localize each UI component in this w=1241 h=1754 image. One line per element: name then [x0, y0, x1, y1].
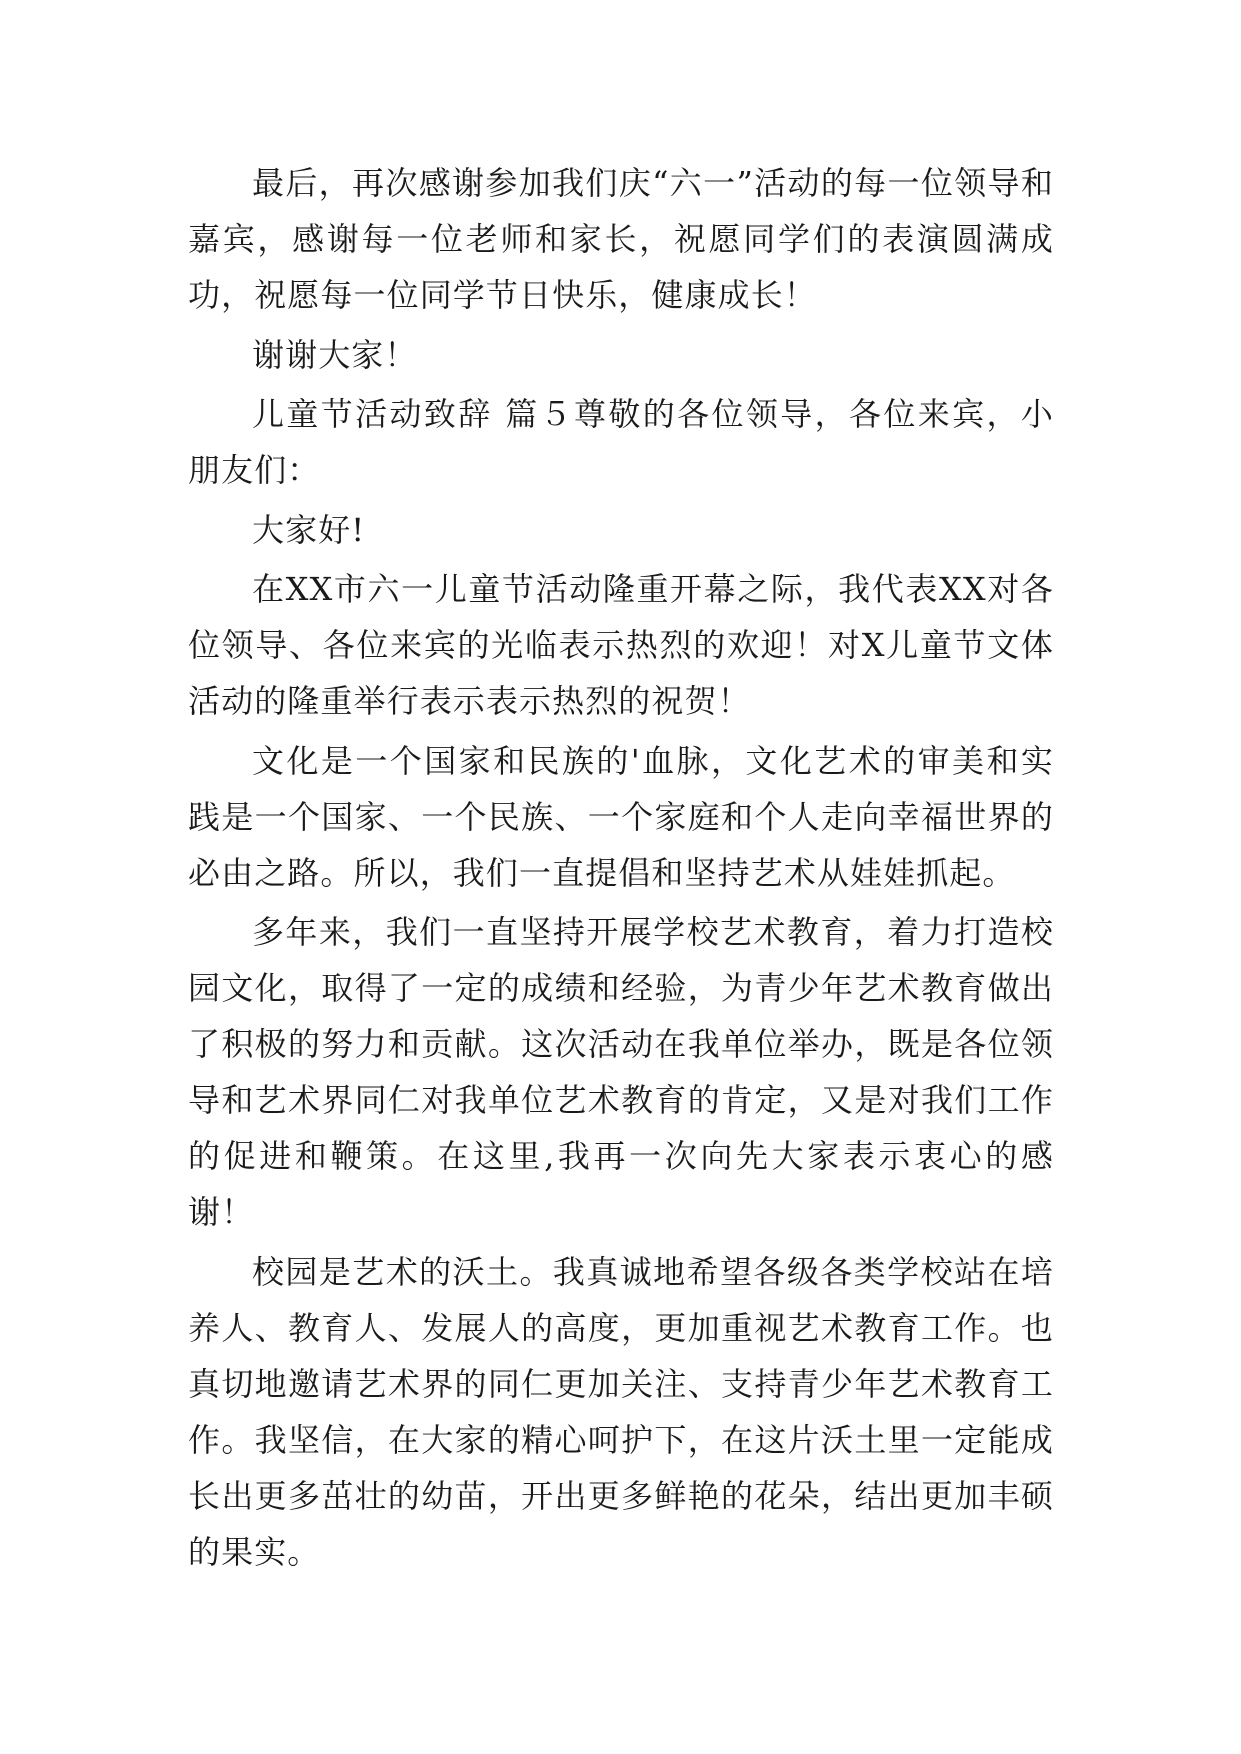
paragraph-speech-5-greeting: 儿童节活动致辞 篇５尊敬的各位领导，各位来宾，小朋友们：	[188, 395, 1054, 489]
document-body	[188, 155, 1054, 1583]
paragraph-hello: 大家好!	[252, 510, 366, 549]
paragraph-thank-you: 谢谢大家！	[252, 335, 418, 374]
paragraph-campus: 校园是艺术的沃土。我真诚地希望各级各类学校站在培养人、教育人、发展人的高度，更加重视艺术教育工作。也真切地邀请艺术界的同仁更加关注、支持青少年艺术教育工作。我坚信，在大家的精心呵护下，在这片沃土里一定能成长出更多茁壮的幼苗，开出更多鲜艳的花朵，结出更加丰硕的果实。	[188, 1252, 1054, 1571]
paragraph-welcome: 在XX市六一儿童节活动隆重开幕之际，我代表XX对各位领导、各位来宾的光临表示热烈的欢迎！对X儿童节文体活动的隆重举行表示表示热烈的祝贺！	[188, 570, 1054, 720]
paragraph-years: 多年来，我们一直坚持开展学校艺术教育，着力打造校园文化，取得了一定的成绩和经验，为青少年艺术教育做出了积极的努力和贡献。这次活动在我单位举办，既是各位领导和艺术界同仁对我单位艺术教育的肯定，又是对我们工作的促进和鞭策。在这里,我再一次向先大家表示衷心的感谢！	[188, 913, 1054, 1231]
paragraph-culture: 文化是一个国家和民族的'血脉，文化艺术的审美和实践是一个国家、一个民族、一个家庭和个人走向幸福世界的必由之路。所以，我们一直提倡和坚持艺术从娃娃抓起。	[188, 741, 1054, 892]
paragraph-closing-thanks: 最后，再次感谢参加我们庆“六一”活动的每一位领导和嘉宾，感谢每一位老师和家长，祝愿同学们的表演圆满成功，祝愿每一位同学节日快乐，健康成长！	[188, 164, 1054, 314]
